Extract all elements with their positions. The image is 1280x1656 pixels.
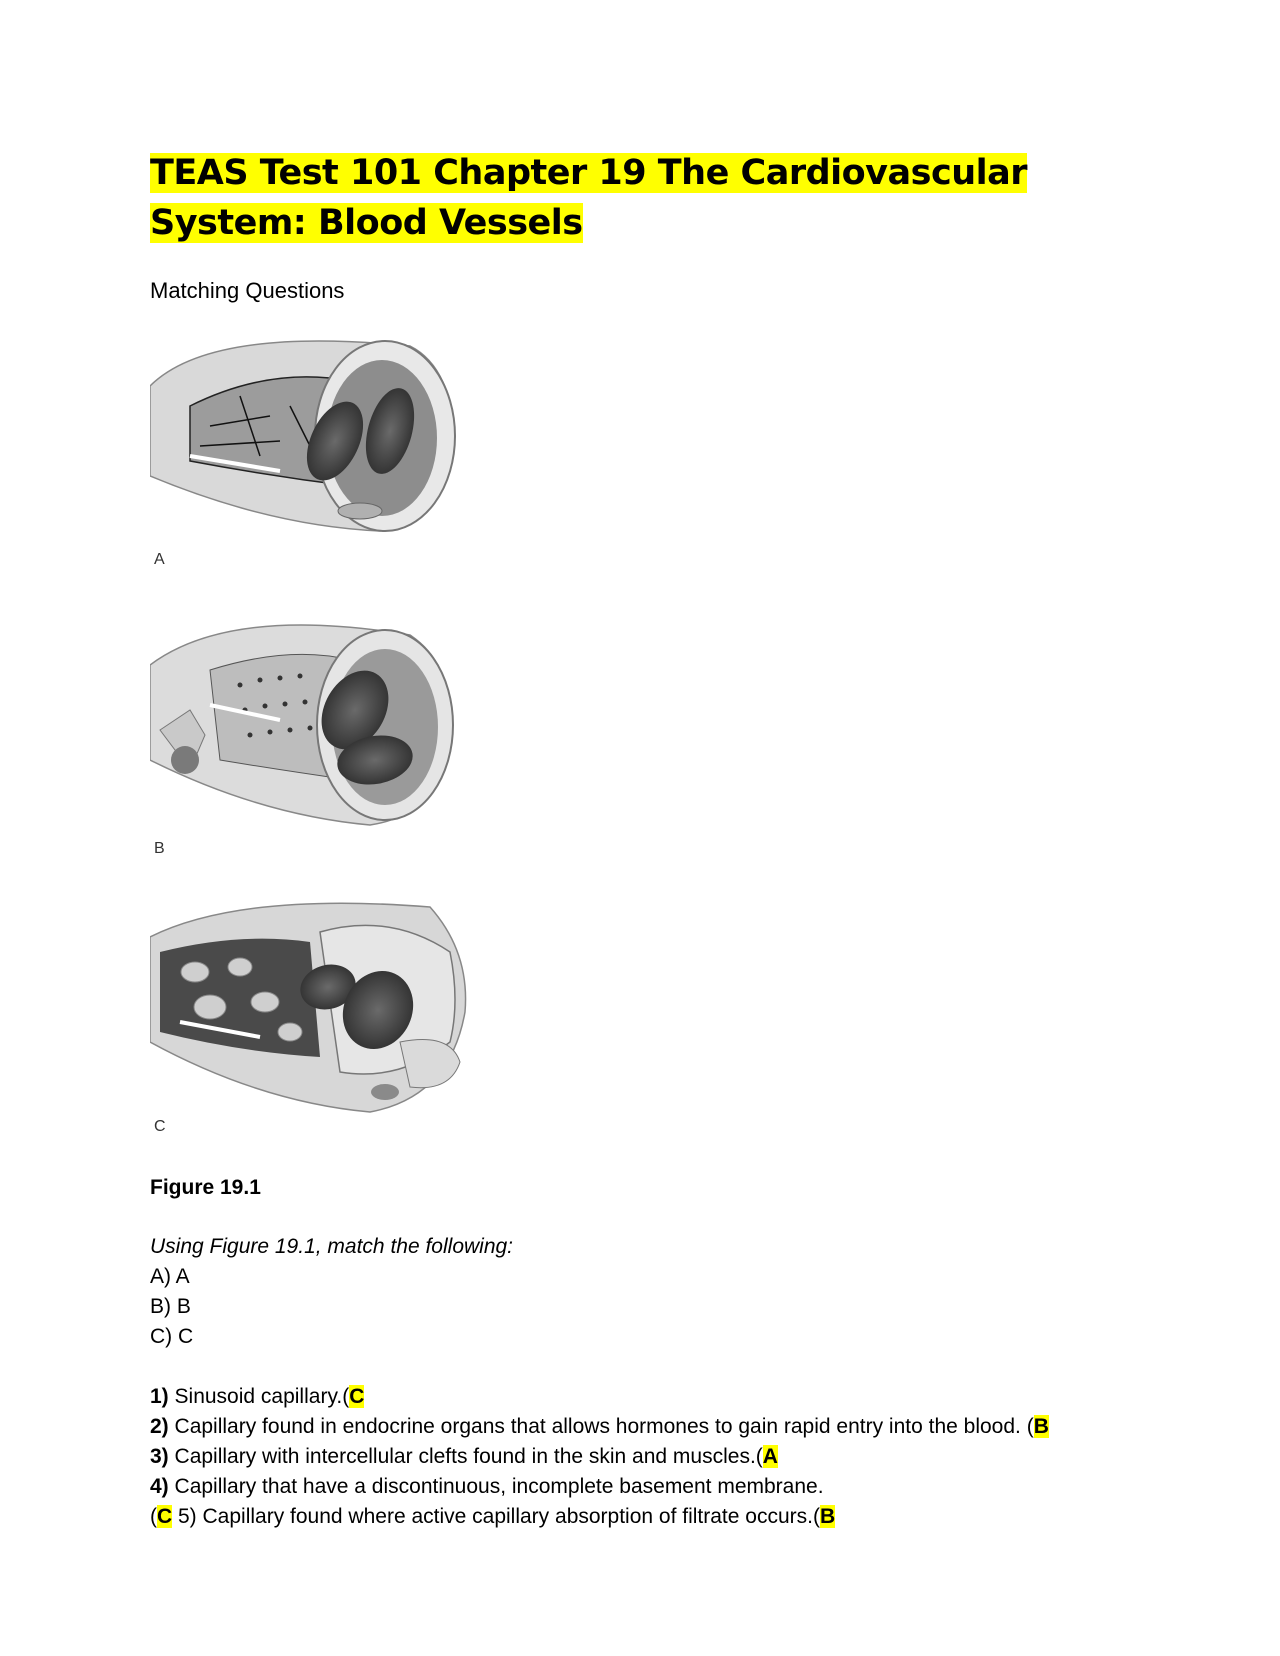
figure-label-b: B — [154, 840, 165, 857]
figure-label-c: C — [154, 1118, 166, 1135]
answer-highlight: B — [819, 1505, 836, 1528]
answer-highlight: C — [349, 1385, 365, 1408]
instructions-lead: Using Figure 19.1, match the following: — [150, 1235, 514, 1258]
question-text: Capillary found in endocrine organs that allows hormones to gain rapid entry into the blood. ( — [168, 1415, 1034, 1438]
question-number: 3) — [150, 1445, 169, 1468]
question-3 — [150, 1442, 1130, 1472]
answer-highlight: B — [1033, 1415, 1049, 1438]
continuous-capillary-illustration — [150, 326, 480, 551]
question-2 — [150, 1412, 1130, 1442]
question-number: 4) — [150, 1475, 169, 1498]
page-title: TEAS Test 101 Chapter 19 The Cardiovascular System: Blood Vessels — [150, 153, 1027, 243]
question-number: 2) — [150, 1415, 169, 1438]
option-a: A) A — [150, 1265, 190, 1288]
document-page — [150, 148, 1130, 1532]
question-number: 1) — [150, 1385, 169, 1408]
question-text: Capillary with intercellular clefts found in the skin and muscles.( — [168, 1445, 763, 1468]
figure-b — [150, 610, 480, 866]
question-text: ( — [150, 1505, 157, 1528]
question-text: Capillary that have a discontinuous, incomplete basement membrane. — [168, 1475, 824, 1498]
question-4 — [150, 1472, 1130, 1502]
section-subtitle: Matching Questions — [150, 278, 345, 303]
question-list — [150, 1382, 1130, 1532]
instructions — [150, 1232, 1130, 1352]
answer-highlight: C — [157, 1505, 173, 1528]
figure-caption: Figure 19.1 — [150, 1176, 261, 1199]
option-c: C) C — [150, 1325, 194, 1348]
question-1 — [150, 1382, 1130, 1412]
fenestrated-capillary-illustration — [150, 610, 480, 840]
question-text: 5) Capillary found where active capillary absorption of filtrate occurs.( — [172, 1505, 820, 1528]
option-b: B) B — [150, 1295, 191, 1318]
sinusoid-capillary-illustration — [150, 892, 480, 1118]
figure-c — [150, 892, 480, 1140]
figure-a — [150, 326, 480, 576]
question-5 — [150, 1502, 1130, 1532]
question-text: Sinusoid capillary.( — [168, 1385, 350, 1408]
figure-label-a: A — [154, 551, 165, 568]
answer-highlight: A — [762, 1445, 778, 1468]
